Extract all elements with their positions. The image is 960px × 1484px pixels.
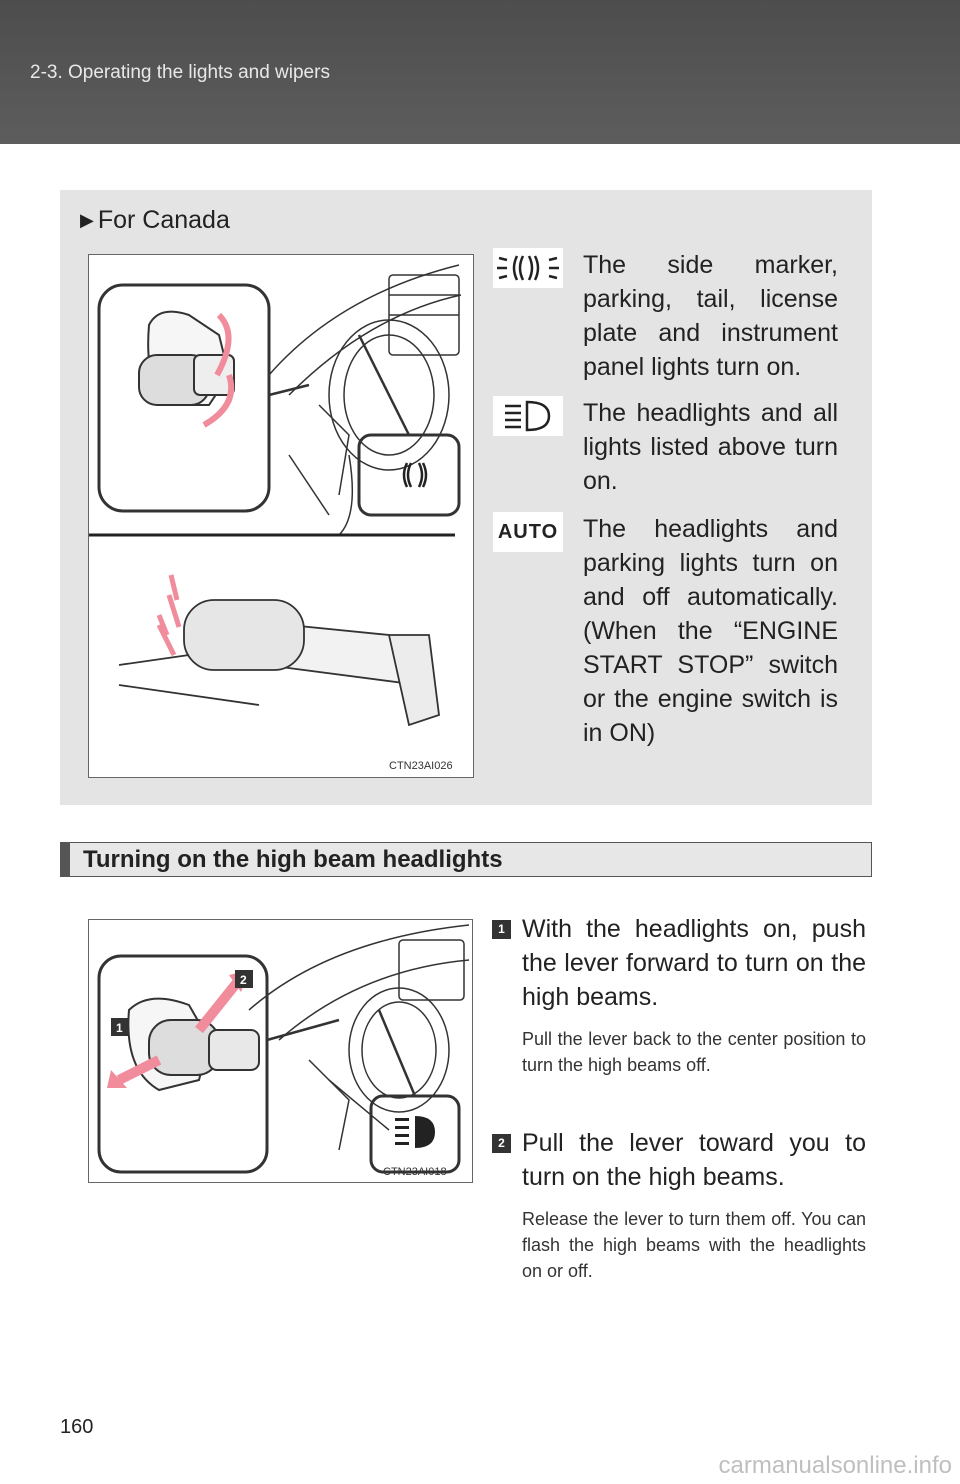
canada-info-panel bbox=[60, 190, 872, 805]
high-beam-illustration bbox=[88, 919, 473, 1183]
auto-icon bbox=[493, 512, 563, 552]
parking-lights-icon bbox=[493, 248, 563, 288]
step-text: With the headlights on, push the lever forward to turn on the high beams. bbox=[522, 915, 866, 1011]
section-heading bbox=[60, 842, 872, 877]
page-number: 160 bbox=[60, 1416, 94, 1438]
panel-title bbox=[80, 206, 230, 235]
figure-code-1: CTN23AI026 bbox=[389, 760, 453, 772]
page-header bbox=[0, 0, 960, 144]
high-beam-drawing bbox=[89, 920, 472, 1182]
step-note: Release the lever to turn them off. You can flash the high beams with the headlights on or off. bbox=[522, 1209, 866, 1281]
panel-title-text: For Canada bbox=[97, 206, 230, 234]
step-2 bbox=[492, 1126, 866, 1284]
step-1 bbox=[492, 912, 866, 1078]
step-number-badge: 2 bbox=[492, 1134, 511, 1153]
section-breadcrumb: 2-3. Operating the lights and wipers bbox=[30, 62, 330, 83]
high-beam-symbol bbox=[395, 1116, 435, 1148]
item-text: The headlights and parking lights turn on and off automatically. (When the “ENGINE START STOP” switch or the engine switch is in ON) bbox=[583, 515, 838, 747]
heading-accent-bar bbox=[61, 843, 70, 876]
step-note: Pull the lever back to the center position to turn the high beams off. bbox=[522, 1029, 866, 1075]
watermark: carmanualsonline.info bbox=[718, 1452, 952, 1479]
item-text: The side marker, parking, tail, license plate and instrument panel lights turn on. bbox=[583, 251, 838, 381]
svg-text:2: 2 bbox=[240, 973, 247, 987]
triangle-bullet-icon: ▶ bbox=[80, 210, 94, 230]
item-text: The headlights and all lights listed above turn on. bbox=[583, 399, 838, 495]
light-switch-illustration bbox=[88, 254, 474, 778]
svg-text:1: 1 bbox=[116, 1021, 123, 1035]
section-heading-text: Turning on the high beam headlights bbox=[83, 846, 503, 873]
auto-icon-label: AUTO bbox=[497, 520, 559, 543]
headlight-icon bbox=[493, 396, 563, 436]
step-text: Pull the lever toward you to turn on the high beams. bbox=[522, 1129, 866, 1191]
figure-code-2: CTN23AI018 bbox=[383, 1166, 447, 1178]
step-number-badge: 1 bbox=[492, 920, 511, 939]
light-switch-drawing bbox=[89, 255, 473, 777]
